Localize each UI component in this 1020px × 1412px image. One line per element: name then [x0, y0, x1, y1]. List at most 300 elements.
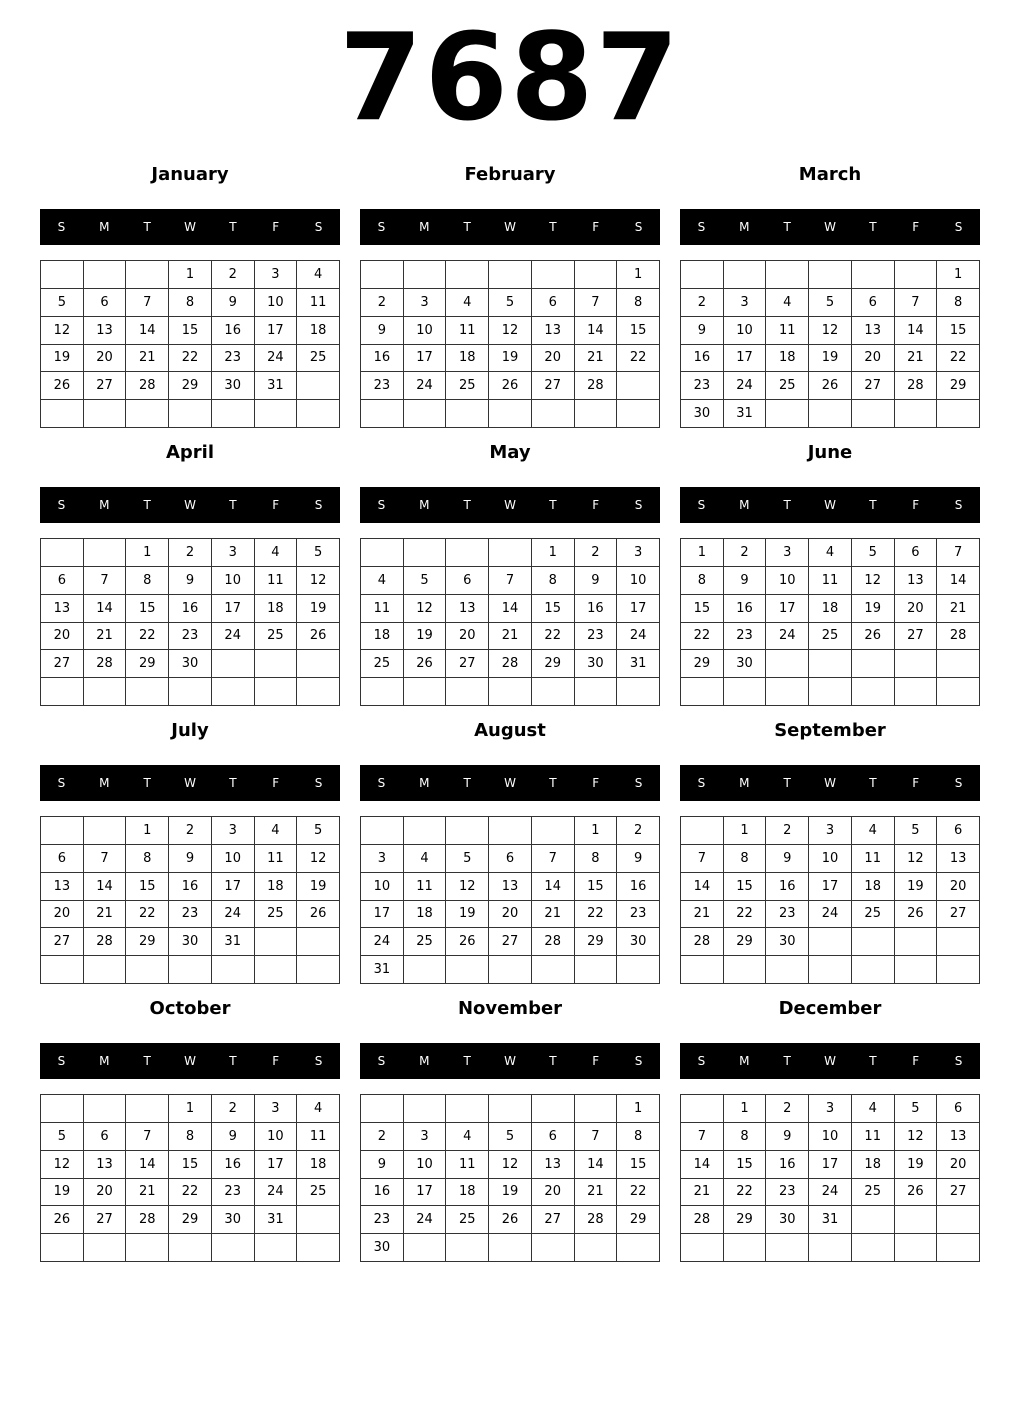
day-cell: 6 — [84, 289, 127, 317]
day-cell: 11 — [297, 1123, 340, 1151]
day-cell — [852, 400, 895, 428]
day-cell — [84, 261, 127, 289]
weekday-label: F — [272, 498, 280, 512]
day-cell: 20 — [532, 1179, 575, 1207]
day-cell: 5 — [446, 845, 489, 873]
weekday-label: T — [229, 498, 237, 512]
day-cell: 15 — [724, 873, 767, 901]
day-cell: 2 — [361, 289, 404, 317]
day-cell: 20 — [41, 901, 84, 929]
day-cell: 8 — [724, 1123, 767, 1151]
day-cell — [809, 678, 852, 706]
day-cell: 21 — [489, 623, 532, 651]
day-cell — [681, 261, 724, 289]
day-cell: 2 — [361, 1123, 404, 1151]
month-name: July — [171, 720, 209, 741]
day-cell — [809, 1234, 852, 1262]
weekday-label: S — [697, 1054, 706, 1068]
day-cell: 13 — [895, 567, 938, 595]
day-cell: 11 — [446, 317, 489, 345]
day-cell: 26 — [297, 901, 340, 929]
day-cell: 1 — [169, 1095, 212, 1123]
day-cell: 3 — [809, 1095, 852, 1123]
day-cell: 1 — [126, 539, 169, 567]
weekday-header — [680, 765, 980, 801]
day-cell: 2 — [724, 539, 767, 567]
day-cell — [84, 1234, 127, 1262]
day-cell: 10 — [809, 845, 852, 873]
day-cell: 17 — [255, 1151, 298, 1179]
day-cell: 28 — [681, 928, 724, 956]
day-cell: 12 — [489, 1151, 532, 1179]
weekday-label: S — [57, 776, 66, 790]
day-cell: 21 — [895, 345, 938, 373]
day-cell: 2 — [766, 1095, 809, 1123]
day-cell: 16 — [724, 595, 767, 623]
day-cell: 21 — [532, 901, 575, 929]
day-cell: 31 — [212, 928, 255, 956]
day-cell: 18 — [809, 595, 852, 623]
day-cell: 12 — [895, 845, 938, 873]
day-cell: 20 — [532, 345, 575, 373]
day-cell: 27 — [532, 372, 575, 400]
day-cell: 9 — [361, 1151, 404, 1179]
day-cell: 7 — [532, 845, 575, 873]
day-cell: 10 — [724, 317, 767, 345]
weekday-label: S — [377, 498, 386, 512]
day-cell: 29 — [169, 372, 212, 400]
day-cell — [617, 956, 660, 984]
day-cell — [895, 956, 938, 984]
day-cell — [852, 678, 895, 706]
day-cell: 17 — [809, 873, 852, 901]
weekday-label: W — [184, 498, 196, 512]
month-name: November — [457, 998, 563, 1019]
day-cell: 8 — [617, 289, 660, 317]
day-cell: 26 — [404, 650, 447, 678]
weekday-header — [360, 487, 660, 523]
day-cell: 30 — [617, 928, 660, 956]
day-cell: 16 — [169, 873, 212, 901]
day-cell: 30 — [169, 928, 212, 956]
day-cell — [84, 956, 127, 984]
month-name: December — [778, 998, 882, 1019]
day-cell: 25 — [297, 1179, 340, 1207]
day-cell: 6 — [41, 567, 84, 595]
day-cell — [532, 1234, 575, 1262]
day-cell: 21 — [575, 345, 618, 373]
day-cell: 19 — [852, 595, 895, 623]
day-cell: 27 — [84, 372, 127, 400]
day-cell: 20 — [852, 345, 895, 373]
day-cell: 8 — [724, 845, 767, 873]
day-cell: 24 — [255, 1179, 298, 1207]
weekday-label: T — [463, 220, 471, 234]
day-cell: 15 — [575, 873, 618, 901]
day-cell: 18 — [446, 1179, 489, 1207]
day-cell: 23 — [361, 372, 404, 400]
day-cell: 25 — [255, 623, 298, 651]
day-cell: 5 — [852, 539, 895, 567]
day-cell: 28 — [532, 928, 575, 956]
day-cell: 29 — [724, 928, 767, 956]
day-cell: 15 — [937, 317, 980, 345]
day-cell — [84, 817, 127, 845]
day-cell: 25 — [255, 901, 298, 929]
day-cell: 22 — [724, 1179, 767, 1207]
day-cell: 26 — [489, 372, 532, 400]
day-cell: 6 — [446, 567, 489, 595]
day-cell: 2 — [575, 539, 618, 567]
day-cell: 16 — [212, 1151, 255, 1179]
day-cell: 27 — [937, 1179, 980, 1207]
day-cell — [297, 650, 340, 678]
weekday-label: F — [592, 498, 600, 512]
day-cell: 16 — [361, 345, 404, 373]
day-cell: 15 — [617, 1151, 660, 1179]
weekday-label: W — [184, 776, 196, 790]
day-cell: 3 — [255, 1095, 298, 1123]
day-cell — [41, 539, 84, 567]
day-cell: 1 — [532, 539, 575, 567]
day-cell: 13 — [489, 873, 532, 901]
day-cell: 19 — [489, 345, 532, 373]
day-cell: 19 — [41, 1179, 84, 1207]
day-cell: 6 — [937, 817, 980, 845]
day-cell: 24 — [404, 1206, 447, 1234]
month-name: August — [474, 720, 546, 741]
day-cell — [404, 539, 447, 567]
day-grid — [680, 816, 980, 984]
weekday-label: W — [824, 776, 836, 790]
day-cell: 29 — [724, 1206, 767, 1234]
day-cell: 7 — [937, 539, 980, 567]
day-cell: 7 — [681, 845, 724, 873]
day-cell: 8 — [681, 567, 724, 595]
weekday-label: S — [697, 498, 706, 512]
day-cell: 10 — [361, 873, 404, 901]
day-cell — [617, 678, 660, 706]
day-cell — [41, 1234, 84, 1262]
weekday-header — [360, 209, 660, 245]
day-cell: 7 — [895, 289, 938, 317]
day-cell — [404, 1095, 447, 1123]
weekday-label: S — [634, 776, 643, 790]
day-cell: 16 — [617, 873, 660, 901]
day-cell: 22 — [937, 345, 980, 373]
day-grid — [360, 260, 660, 428]
weekday-label: S — [954, 498, 963, 512]
day-cell — [255, 650, 298, 678]
day-cell — [361, 539, 404, 567]
day-cell: 10 — [404, 1151, 447, 1179]
day-cell — [84, 400, 127, 428]
day-cell: 21 — [575, 1179, 618, 1207]
weekday-label: T — [783, 776, 791, 790]
day-cell: 9 — [361, 317, 404, 345]
day-cell — [446, 956, 489, 984]
day-cell — [724, 678, 767, 706]
day-cell: 9 — [724, 567, 767, 595]
month-name: March — [798, 164, 862, 185]
day-cell: 18 — [404, 901, 447, 929]
day-cell: 17 — [724, 345, 767, 373]
day-cell: 10 — [766, 567, 809, 595]
weekday-label: F — [592, 220, 600, 234]
day-cell: 2 — [617, 817, 660, 845]
day-cell: 27 — [446, 650, 489, 678]
year-title: 7687 — [339, 9, 681, 148]
day-cell: 3 — [212, 817, 255, 845]
day-cell: 20 — [937, 1151, 980, 1179]
day-cell — [126, 261, 169, 289]
weekday-label: T — [549, 776, 557, 790]
day-cell: 13 — [937, 1123, 980, 1151]
weekday-label: T — [463, 776, 471, 790]
month-name: June — [807, 442, 853, 463]
day-cell — [724, 1234, 767, 1262]
weekday-label: M — [99, 1054, 110, 1068]
day-cell: 28 — [895, 372, 938, 400]
weekday-label: S — [634, 498, 643, 512]
day-cell: 28 — [575, 372, 618, 400]
day-cell: 18 — [446, 345, 489, 373]
day-cell: 17 — [617, 595, 660, 623]
day-cell — [766, 1234, 809, 1262]
day-cell: 23 — [724, 623, 767, 651]
day-cell: 8 — [126, 567, 169, 595]
day-cell — [937, 1206, 980, 1234]
day-cell — [532, 817, 575, 845]
day-cell: 3 — [255, 261, 298, 289]
weekday-label: T — [549, 498, 557, 512]
day-cell — [446, 400, 489, 428]
day-cell: 15 — [169, 317, 212, 345]
day-cell: 13 — [532, 317, 575, 345]
day-cell — [297, 372, 340, 400]
weekday-label: M — [419, 220, 430, 234]
day-cell: 1 — [681, 539, 724, 567]
day-cell: 20 — [84, 1179, 127, 1207]
day-cell: 7 — [575, 289, 618, 317]
day-cell: 11 — [361, 595, 404, 623]
weekday-label: W — [184, 1054, 196, 1068]
day-cell — [809, 650, 852, 678]
day-cell — [41, 1095, 84, 1123]
day-cell: 28 — [126, 372, 169, 400]
day-cell: 28 — [937, 623, 980, 651]
day-cell — [809, 928, 852, 956]
day-cell — [937, 400, 980, 428]
day-cell: 27 — [489, 928, 532, 956]
day-cell: 25 — [809, 623, 852, 651]
day-cell — [489, 678, 532, 706]
day-cell — [532, 1095, 575, 1123]
day-cell: 16 — [212, 317, 255, 345]
day-cell: 5 — [41, 1123, 84, 1151]
weekday-label: S — [57, 220, 66, 234]
day-cell: 9 — [212, 1123, 255, 1151]
weekday-label: S — [314, 220, 323, 234]
day-cell — [169, 678, 212, 706]
day-cell: 23 — [212, 345, 255, 373]
day-cell — [937, 650, 980, 678]
day-cell: 1 — [126, 817, 169, 845]
day-cell: 6 — [532, 1123, 575, 1151]
weekday-label: W — [824, 1054, 836, 1068]
day-cell: 5 — [297, 539, 340, 567]
day-cell: 12 — [852, 567, 895, 595]
day-cell: 21 — [681, 901, 724, 929]
day-cell: 29 — [532, 650, 575, 678]
day-cell — [404, 678, 447, 706]
weekday-label: S — [634, 1054, 643, 1068]
weekday-label: F — [272, 1054, 280, 1068]
day-cell — [297, 678, 340, 706]
day-cell — [766, 261, 809, 289]
day-cell: 4 — [766, 289, 809, 317]
day-cell: 25 — [446, 372, 489, 400]
day-cell: 21 — [937, 595, 980, 623]
day-cell — [489, 817, 532, 845]
weekday-label: S — [634, 220, 643, 234]
weekday-label: M — [739, 498, 750, 512]
day-cell: 12 — [297, 845, 340, 873]
day-cell: 1 — [169, 261, 212, 289]
day-cell: 31 — [617, 650, 660, 678]
day-cell: 31 — [809, 1206, 852, 1234]
day-cell — [297, 956, 340, 984]
day-cell — [852, 956, 895, 984]
day-cell — [809, 261, 852, 289]
day-cell — [766, 956, 809, 984]
day-cell: 17 — [766, 595, 809, 623]
day-cell: 11 — [852, 845, 895, 873]
day-cell — [617, 1234, 660, 1262]
day-cell: 10 — [617, 567, 660, 595]
day-cell: 16 — [681, 345, 724, 373]
day-cell — [404, 400, 447, 428]
day-cell — [617, 400, 660, 428]
day-cell: 12 — [809, 317, 852, 345]
day-cell: 5 — [489, 289, 532, 317]
weekday-label: T — [143, 776, 151, 790]
day-cell: 11 — [404, 873, 447, 901]
weekday-label: T — [783, 498, 791, 512]
day-grid — [40, 260, 340, 428]
day-cell: 14 — [681, 1151, 724, 1179]
day-cell — [937, 928, 980, 956]
weekday-label: S — [697, 220, 706, 234]
day-cell: 28 — [126, 1206, 169, 1234]
day-cell: 9 — [575, 567, 618, 595]
day-cell — [937, 956, 980, 984]
day-cell: 7 — [84, 567, 127, 595]
day-cell: 21 — [84, 623, 127, 651]
day-cell — [361, 1095, 404, 1123]
weekday-label: T — [229, 220, 237, 234]
day-cell: 2 — [212, 1095, 255, 1123]
day-cell — [575, 261, 618, 289]
day-cell — [852, 1206, 895, 1234]
day-cell: 18 — [255, 873, 298, 901]
weekday-label: W — [824, 220, 836, 234]
weekday-label: T — [783, 1054, 791, 1068]
weekday-label: S — [954, 220, 963, 234]
day-cell: 14 — [126, 1151, 169, 1179]
day-cell: 17 — [361, 901, 404, 929]
day-cell: 22 — [126, 623, 169, 651]
day-cell: 29 — [617, 1206, 660, 1234]
day-cell: 28 — [489, 650, 532, 678]
weekday-label: F — [912, 776, 920, 790]
day-cell: 19 — [489, 1179, 532, 1207]
day-cell: 24 — [617, 623, 660, 651]
day-cell: 27 — [41, 928, 84, 956]
month-name: May — [489, 442, 531, 463]
day-cell — [895, 928, 938, 956]
day-cell: 24 — [724, 372, 767, 400]
day-cell: 4 — [852, 1095, 895, 1123]
day-cell: 12 — [446, 873, 489, 901]
day-cell: 3 — [617, 539, 660, 567]
day-cell: 23 — [766, 1179, 809, 1207]
day-cell: 1 — [724, 1095, 767, 1123]
weekday-label: W — [504, 220, 516, 234]
day-cell — [297, 1206, 340, 1234]
weekday-label: M — [739, 776, 750, 790]
weekday-label: T — [869, 498, 877, 512]
day-cell: 4 — [446, 1123, 489, 1151]
weekday-header — [680, 209, 980, 245]
day-cell: 9 — [681, 317, 724, 345]
day-cell: 2 — [169, 817, 212, 845]
day-cell: 8 — [937, 289, 980, 317]
weekday-label: T — [783, 220, 791, 234]
weekday-label: T — [463, 498, 471, 512]
day-cell: 26 — [489, 1206, 532, 1234]
day-cell: 27 — [852, 372, 895, 400]
day-grid — [360, 816, 660, 984]
day-cell: 14 — [937, 567, 980, 595]
day-grid — [40, 816, 340, 984]
day-cell: 14 — [895, 317, 938, 345]
day-cell: 6 — [532, 289, 575, 317]
day-grid — [680, 1094, 980, 1262]
day-cell: 25 — [361, 650, 404, 678]
day-cell: 23 — [617, 901, 660, 929]
day-cell: 24 — [809, 901, 852, 929]
day-grid — [680, 260, 980, 428]
day-cell: 23 — [766, 901, 809, 929]
day-cell: 30 — [361, 1234, 404, 1262]
month-name: February — [464, 164, 556, 185]
day-grid — [360, 1094, 660, 1262]
day-cell: 13 — [84, 1151, 127, 1179]
day-cell — [852, 261, 895, 289]
day-cell — [852, 928, 895, 956]
day-cell — [809, 400, 852, 428]
day-cell: 9 — [766, 1123, 809, 1151]
day-cell: 9 — [169, 567, 212, 595]
weekday-label: S — [314, 776, 323, 790]
weekday-label: M — [99, 220, 110, 234]
day-cell: 26 — [41, 372, 84, 400]
day-cell: 30 — [212, 1206, 255, 1234]
day-cell: 11 — [255, 845, 298, 873]
day-cell — [937, 1234, 980, 1262]
day-cell: 30 — [169, 650, 212, 678]
